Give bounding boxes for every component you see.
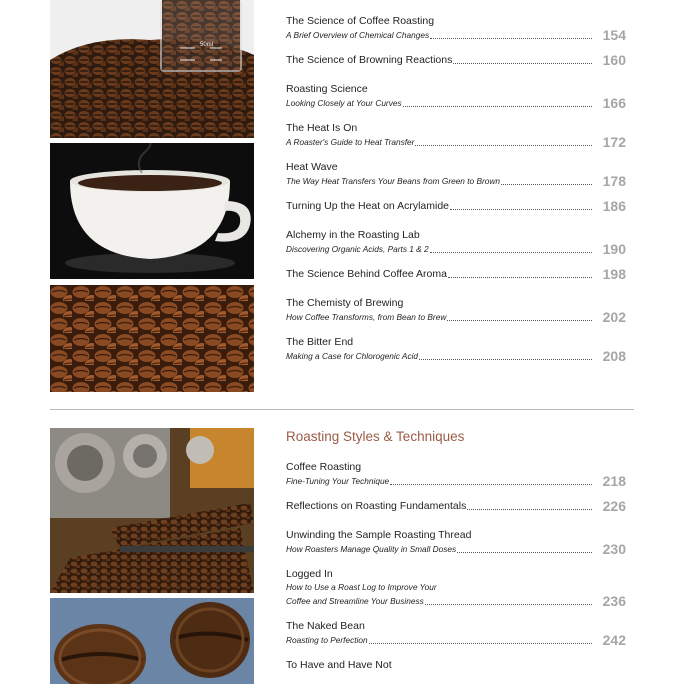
page-number: 230 [602,541,626,557]
entry-subtitle: Making a Case for Chlorogenic Acid [286,351,419,361]
toc-entry[interactable] [286,335,626,363]
toc-entry[interactable] [286,160,626,188]
photo-beaker-beans [50,0,254,138]
entry-title: Unwinding the Sample Roasting Thread [286,529,472,541]
entry-title: Coffee Roasting [286,461,362,473]
toc-entry[interactable] [286,267,626,281]
entry-subtitle: How Roasters Manage Quality in Small Doses [286,544,457,554]
page-number: 242 [602,632,626,648]
entry-title: The Naked Bean [286,620,365,632]
entry-title: Turning Up the Heat on Acrylamide [286,200,450,212]
entry-subtitle: Roasting to Perfection [286,635,368,645]
page-number: 186 [602,198,626,214]
entry-title: Heat Wave [286,161,338,173]
toc-science [286,14,626,374]
entry-subtitle: Coffee and Streamline Your Business [286,596,424,606]
toc-entry[interactable] [286,199,626,213]
page-number: 166 [602,95,626,111]
page-number: 226 [602,498,626,514]
entry-subtitle: How Coffee Transforms, from Bean to Brew [286,312,447,322]
entry-title: The Science of Coffee Roasting [286,15,435,27]
entry-title: Roasting Science [286,83,368,95]
entry-subtitle: A Brief Overview of Chemical Changes [286,30,430,40]
page-number: 172 [602,134,626,150]
section-heading: Roasting Styles & Techniques [286,429,465,444]
entry-subtitle: Fine-Tuning Your Technique [286,476,390,486]
toc-entry[interactable] [286,619,626,647]
toc-entry[interactable] [286,460,626,488]
toc-entry[interactable] [286,228,626,256]
toc-entry[interactable] [286,121,626,149]
entry-subtitle: The Way Heat Transfers Your Beans from Green to Brown [286,176,500,186]
toc-entry[interactable] [286,82,626,110]
photo-roasted-beans [50,285,254,392]
entry-title: The Science Behind Coffee Aroma [286,268,447,280]
page-number: 208 [602,348,626,364]
toc-entry[interactable] [286,528,626,556]
page-number: 218 [602,473,626,489]
entry-title: The Heat Is On [286,122,358,134]
page-number: 178 [602,173,626,189]
toc-entry[interactable] [286,296,626,324]
toc-entry[interactable] [286,499,626,513]
toc-roasting-styles [286,429,626,683]
page-number: 190 [602,241,626,257]
page-number: 202 [602,309,626,325]
page-number: 198 [602,266,626,282]
page-number: 154 [602,27,626,43]
toc-entry[interactable] [286,14,626,42]
svg-text:50ml: 50ml [200,42,214,48]
photo-roaster-drums [50,428,254,593]
entry-subtitle: Looking Closely at Your Curves [286,98,402,108]
section-divider [50,409,634,410]
photo-coffee-cup [50,143,254,279]
photo-two-beans [50,598,254,684]
page-number: 236 [602,593,626,609]
entry-title: Logged In [286,568,333,580]
entry-subtitle: Discovering Organic Acids, Parts 1 & 2 [286,244,429,254]
entry-title: Reflections on Roasting Fundamentals [286,500,467,512]
entry-subtitle-line1: How to Use a Roast Log to Improve Your [286,582,437,592]
toc-entry[interactable] [286,567,626,608]
page-number: 160 [602,52,626,68]
entry-title: The Bitter End [286,336,354,348]
toc-entry[interactable] [286,658,626,672]
entry-title: The Science of Browning Reactions [286,54,453,66]
entry-title: The Chemisty of Brewing [286,297,404,309]
toc-entry[interactable] [286,53,626,67]
entry-title: To Have and Have Not [286,659,392,671]
entry-subtitle: A Roaster's Guide to Heat Transfer [286,137,415,147]
entry-title: Alchemy in the Roasting Lab [286,229,420,241]
